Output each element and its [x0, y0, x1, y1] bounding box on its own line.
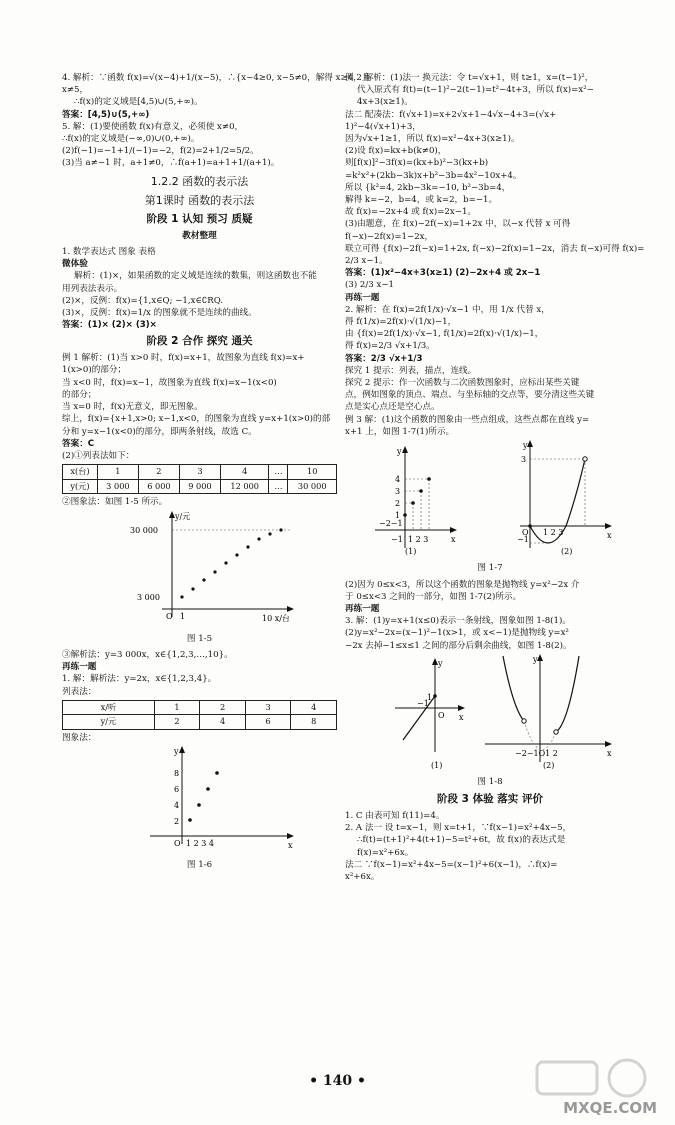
scatter-points: [188, 771, 219, 822]
origin-label: O: [522, 528, 529, 538]
scatter-points: [180, 528, 282, 598]
text-line: x≠5，: [62, 85, 89, 96]
data-point: [235, 553, 238, 556]
tick-label: 1: [427, 692, 433, 702]
text-line: 2. A 法一 设 t=x−1，则 x=t+1，∵f(x−1)=x²+4x−5，: [345, 823, 572, 834]
table-cell: 2: [154, 715, 200, 730]
text-line: 1)²−4(√x+1)+3，: [345, 121, 421, 132]
text-line: ∴f(x)的定义域是(−∞,0)∪(0,+∞)。: [62, 134, 200, 145]
watermark-text: MXQE.COM: [563, 1099, 657, 1117]
table-cell: 4: [220, 465, 269, 480]
table-cell: 8: [291, 715, 337, 730]
data-point: [224, 561, 227, 564]
text-line: 当 x<0 时，f(x)=x−1，故图象为直线 f(x)=x−1(x<0): [62, 377, 277, 388]
data-point: [197, 803, 201, 807]
text-line: (2)①列表法如下：: [62, 450, 135, 461]
text-line: (2)因为 0≤x<3，所以这个函数的图象是抛物线 y=x²−2x 介: [345, 579, 580, 590]
endpoint-solid: [433, 694, 437, 698]
origin-label: O: [438, 710, 445, 720]
text-line: (2)f(−1)=−1+1/(−1)=−2，f(2)=2+1/2=5/2。: [62, 146, 259, 157]
tick-label: 4: [395, 475, 401, 485]
text-line: 法二 ∵f(x−1)=x²+4x−5=(x−1)²+6(x−1)，∴f(x)=: [345, 859, 558, 870]
table-cell: 3 000: [97, 479, 138, 494]
tick-label: 6: [174, 785, 180, 795]
table-cell: 2: [138, 465, 179, 480]
table-cell: x/听: [63, 700, 155, 715]
data-point: [403, 513, 407, 517]
table-cell: 4: [200, 715, 246, 730]
data-point: [202, 578, 205, 581]
tick-label: 30 000: [130, 525, 158, 535]
axis-label: y: [533, 654, 538, 664]
data-point: [257, 537, 260, 540]
table-cell: y(元): [63, 479, 98, 494]
text-line: 由 {f(x)=2f(1/x)·√x−1, f(1/x)=2f(x)·√(1/x)−1，: [345, 329, 544, 340]
text-line: =k²x²+(2kb−3k)x+b²−3b=4x²−10x+4。: [345, 170, 522, 181]
stage-heading: 阶段 3 体验 落实 评价: [437, 793, 543, 806]
tick-label: 3: [395, 487, 401, 497]
tick-label: 1 2 3: [408, 535, 429, 545]
subfig-label: (2): [543, 760, 555, 770]
table-cell: 6 000: [138, 479, 179, 494]
text-line: 1(x>0)的部分；: [62, 365, 127, 376]
axis-label: y: [523, 441, 528, 451]
endpoint-open: [583, 457, 587, 461]
text-line: 2/3 x−1。: [345, 256, 388, 267]
figure-1-8: [345, 652, 635, 770]
scatter-points: [403, 477, 431, 517]
data-point: [191, 587, 194, 590]
right-column: [345, 72, 645, 883]
text-line: 例 3 解：(1)这个函数的图象由一些点组成，这些点都在直线 y=: [345, 414, 590, 425]
table-cell: 3: [245, 700, 291, 715]
table-cell: 2: [200, 700, 246, 715]
tick-label: 1: [395, 511, 401, 521]
text-line: f(−x)−2f(x)=1−2x，: [345, 231, 434, 242]
text-line: (3)×，反例：f(x)=1/x 的图象就不是连续的曲线。: [62, 307, 257, 318]
data-point: [268, 532, 271, 535]
axis-label: y: [174, 747, 179, 757]
text-line: ②图象法：如图 1-5 所示。: [62, 497, 168, 508]
text-line: x²+6x。: [345, 872, 380, 883]
text-line: 得 f(1/x)=2f(x)·√(1/x)−1，: [345, 317, 457, 328]
text-line: 4x+3(x≥1)。: [357, 97, 413, 108]
data-table-2: [62, 700, 337, 730]
table-cell: …: [269, 465, 288, 480]
text-line: 分和 y=x−1(x<0)的部分，即两条射线，故选 C。: [62, 426, 257, 437]
table-cell: 6: [245, 715, 291, 730]
tick-label: 1 2 3 4: [186, 839, 214, 849]
text-line: 于 0≤x<3 之间的一部分，如图 1-7(2)所示。: [345, 591, 522, 602]
text-line: 1. C 由表可知 f(11)=4。: [345, 811, 445, 822]
subheading: 教材整理: [182, 230, 217, 241]
table-cell: 10: [288, 465, 337, 480]
tick-label: −2−1O1 2: [515, 748, 558, 758]
text-line: 因为√x+1≥1，所以 f(x)=x²−4x+3(x≥1)。: [345, 134, 520, 145]
text-line: 5. 解：(1)要使函数 f(x)有意义，必须使 x≠0，: [62, 121, 244, 132]
tick-label: −1: [417, 698, 429, 708]
data-table-1: [62, 464, 337, 494]
table-row: [63, 700, 337, 715]
figure-caption: 图 1-5: [186, 633, 213, 644]
subfig-label: (1): [405, 547, 417, 557]
figure-1-7: [345, 438, 635, 556]
tick-label: 2: [174, 817, 180, 827]
origin-label: O: [174, 839, 181, 849]
text-line: 探究 1 提示：列表，描点，连线。: [345, 365, 477, 376]
text-line: 例 2 解析：(1)法一 换元法：令 t=√x+1，则 t≥1，x=(t−1)²，: [345, 73, 594, 83]
answer-line: 答案：(1)× (2)× (3)×: [62, 320, 157, 331]
text-line: x+1 上，如图 1-7(1)所示。: [345, 426, 455, 437]
answer-line: 答案：C: [62, 438, 95, 449]
table-cell: 3: [179, 465, 220, 480]
data-point: [411, 501, 415, 505]
text-line: 3. 解：(1)y=x+1(x≤0)表示一条射线，图象如图 1-8(1)。: [345, 616, 571, 627]
table-cell: 9 000: [179, 479, 220, 494]
text-line: ∴f(t)=(t+1)²+4(t+1)−5=t²+6t，故 f(x)的表达式是: [357, 835, 566, 846]
stage-heading: 阶段 1 认知 预习 质疑: [146, 212, 253, 225]
text-line: 例 1 解析：(1)当 x>0 时，f(x)=x+1，故图象为直线 f(x)=x+: [62, 353, 305, 364]
table-cell: 1: [154, 700, 200, 715]
text-line: (3)由题意，在 f(x)−2f(−x)=1+2x 中，以−x 代替 x 可得: [345, 219, 571, 230]
text-line: 所以 {k²=4, 2kb−3k=−10, b²−3b=4，: [345, 182, 511, 193]
origin-label: O: [166, 611, 173, 621]
text-line: ∴f(x)的定义域是[4,5)∪(5,+∞)。: [74, 97, 203, 108]
axis-label: y/元: [175, 511, 191, 521]
text-line: 当 x=0 时，f(x)无意义，即无图象。: [62, 402, 203, 413]
text-line: f(x)=x²+6x。: [357, 847, 414, 858]
text-line: 1. 数学表达式 图象 表格: [62, 246, 156, 257]
answer-line: 答案：[4,5)∪(5,+∞): [62, 109, 150, 120]
table-row: [63, 465, 337, 480]
parabola-left: [503, 656, 524, 721]
data-point: [206, 787, 210, 791]
subfig-label: (1): [431, 760, 443, 770]
table-cell: …: [269, 479, 288, 494]
axis-label: y: [438, 658, 443, 668]
text-line: 解得 k=−2，b=4，或 k=2，b=−1。: [345, 195, 498, 206]
axis-label: x: [451, 535, 456, 545]
tick-label: 3: [521, 455, 527, 465]
tick-label: 1: [180, 611, 186, 621]
text-line: 用列表法表示。: [62, 283, 123, 294]
axis-label: y: [397, 447, 402, 457]
subheading: 再练一题: [345, 292, 380, 303]
table-cell: 30 000: [288, 479, 337, 494]
table-cell: y/元: [63, 715, 155, 730]
text-line: ③解析法：y=3 000x，x∈{1,2,3,…,10}。: [62, 650, 233, 660]
text-line: 的部分；: [62, 389, 97, 400]
tick-label: 2: [395, 499, 401, 509]
text-line: (2)y=x²−2x=(x−1)²−1(x>1，或 x<−1)是抛物线 y=x²: [345, 628, 569, 639]
answer-line: 答案：2/3 √x+1/3: [345, 353, 423, 364]
table-row: [63, 479, 337, 494]
tick-label: −1: [391, 535, 403, 545]
data-point: [279, 528, 282, 531]
data-point: [246, 545, 249, 548]
text-line: (3)当 a≠−1 时，a+1≠0，∴f(a+1)=a+1+1/(a+1)。: [62, 158, 280, 169]
parabola-right: [556, 656, 579, 732]
endpoint-open: [522, 719, 526, 723]
subheading: 微体验: [62, 259, 88, 270]
table-cell: 4: [291, 700, 337, 715]
text-line: 得 f(x)=2/3 √x+1/3。: [345, 341, 435, 352]
text-line: 联立可得 {f(x)−2f(−x)=1+2x, f(−x)−2f(x)=1−2x，消去 f(−x)可得 f(x)=: [345, 243, 645, 254]
tick-label: 3 000: [137, 592, 160, 602]
text-line: (2)×，反例：f(x)={1,x∈Q; −1,x∈∁RQ.: [62, 295, 224, 306]
lesson-title: 第1课时 函数的表示法: [144, 194, 255, 208]
text-line: 法二 配凑法：f(√x+1)=x+2√x+1−4√x−4+3=(√x+: [345, 109, 557, 120]
subheading: 再练一题: [62, 662, 97, 673]
text-line: 4. 解析：∵函数 f(x)=√(x−4)+1/(x−5)，∴{x−4≥0, x−5≠0，解得 x≥4，且: [62, 73, 371, 83]
text-line: 代入原式有 f(t)=(t−1)²−2(t−1)=t²−4t+3，所以 f(x)=x²−: [357, 85, 594, 96]
axis-label: x: [459, 712, 464, 722]
endpoint-solid: [528, 524, 532, 528]
text-line: 则[f(x)]²−3f(x)=(kx+b)²−3(kx+b): [345, 158, 489, 169]
text-line: 2. 解析：在 f(x)=2f(1/x)·√x−1 中，用 1/x 代替 x，: [345, 304, 550, 315]
data-point: [419, 489, 423, 493]
axis-label: x: [607, 531, 612, 541]
table-cell: x(台): [63, 465, 98, 480]
data-point: [215, 771, 219, 775]
text-line: −2x 去掉−1≤x≤1 之间的部分后剩余曲线，如图 1-8(2)。: [345, 640, 572, 651]
text-line: 图象法：: [62, 733, 97, 744]
section-title: 1.2.2 函数的表示法: [150, 174, 249, 188]
tick-label: 4: [174, 801, 180, 811]
table-row: [63, 715, 337, 730]
page-number: • 140 •: [309, 1073, 366, 1089]
subheading: 再练一题: [345, 603, 380, 614]
axis-label: x: [607, 748, 612, 758]
tick-label: 8: [174, 769, 180, 779]
axis-label: 10 x/台: [262, 613, 290, 623]
data-point: [427, 477, 431, 481]
tick-label: 1 2 3: [543, 528, 564, 538]
table-cell: 1: [97, 465, 138, 480]
axis-label: x: [288, 841, 293, 851]
text-line: 解析：(1)×，如果函数的定义域是连续的数集，则这函数也不能: [74, 271, 317, 282]
table-cell: 12 000: [220, 479, 269, 494]
figure-caption: 图 1-8: [477, 776, 503, 787]
figure-caption: 图 1-7: [477, 563, 503, 574]
tick-label: −2−1: [379, 519, 403, 529]
stage-heading: 阶段 2 合作 探究 通关: [146, 335, 253, 348]
text-line: 点，例如图象的顶点、端点、与坐标轴的交点等，要分清这些关键: [345, 390, 595, 401]
text-line: (2)设 f(x)=kx+b(k≠0)，: [345, 146, 447, 157]
answer-line: 答案：(1)x²−4x+3(x≥1) (2)−2x+4 或 2x−1: [345, 268, 541, 279]
tick-label: −1: [517, 535, 529, 545]
figure-caption: 图 1-6: [186, 859, 213, 870]
data-point: [180, 595, 183, 598]
figure-1-6: [62, 744, 337, 852]
text-line: 1. 解：解析法：y=2x，x∈{1,2,3,4}。: [62, 674, 217, 685]
text-line: 故 f(x)=−2x+4 或 f(x)=2x−1。: [345, 207, 477, 218]
text-line: 列表法：: [62, 686, 97, 697]
figure-1-5: [62, 509, 337, 627]
text-line: 探究 2 提示：作一次函数与二次函数图象时，应标出某些关键: [345, 378, 580, 389]
data-point: [213, 570, 216, 573]
text-line: 综上，f(x)={x+1,x>0; x−1,x<0，的图象为直线 y=x+1(x>0)的部: [62, 414, 331, 425]
subfig-label: (2): [561, 547, 573, 557]
data-point: [188, 818, 192, 822]
endpoint-open: [554, 730, 558, 734]
text-line: (3) 2/3 x−1: [345, 280, 394, 291]
text-line: 点是实心点还是空心点。: [345, 402, 440, 413]
